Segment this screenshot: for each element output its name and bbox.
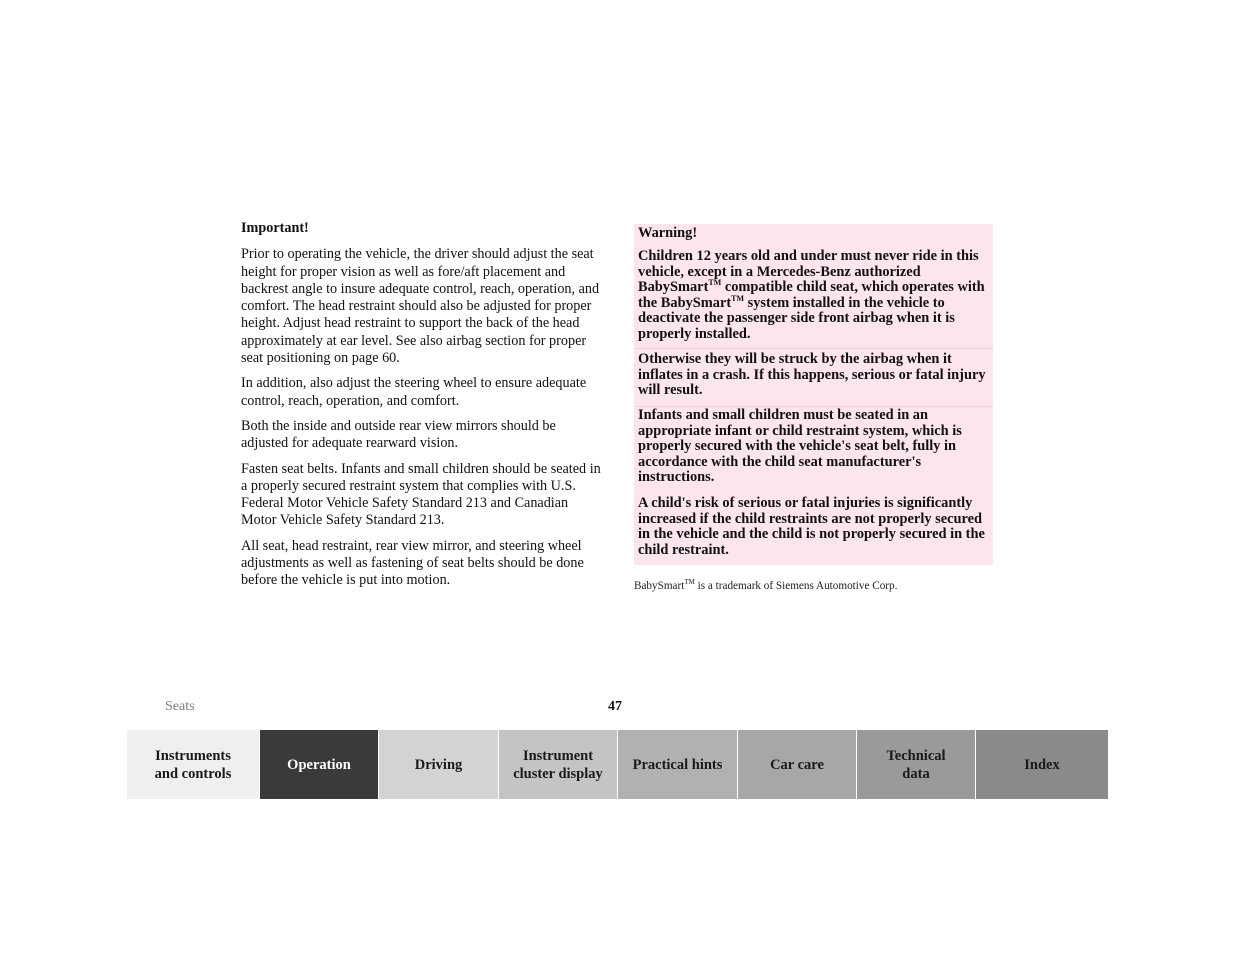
page-number: 47	[608, 699, 622, 714]
important-paragraph: All seat, head restraint, rear view mirror, and steering wheel adjustments as well as fastening of seat belts should be done before the vehicle is put into motion.	[241, 537, 584, 589]
warning-paragraph-babysmart	[638, 249, 990, 343]
section-label: Seats	[165, 699, 195, 714]
trademark-mark: TM	[731, 293, 745, 303]
nav-tab-driving[interactable]: Driving	[378, 730, 498, 799]
trademark-footnote	[634, 580, 897, 592]
important-heading: Important!	[241, 220, 309, 236]
warning-text: system installed in the vehicle to deactivate the passenger side front airbag when it is properly installed.	[638, 294, 955, 342]
important-paragraph: In addition, also adjust the steering wheel to ensure adequate control, reach, operation, and comfort.	[241, 375, 587, 409]
nav-tab-operation[interactable]: Operation	[259, 730, 378, 799]
important-paragraph: Fasten seat belts. Infants and small children should be seated in a properly secured restraint system that complies with U.S. Federal Motor Vehicle Safety Standard 213 and Canadian Motor Vehicle Safety Standard 213.	[241, 460, 601, 529]
warning-text: compatible child seat, which operates with the BabySmart	[638, 279, 985, 311]
footnote-text: is a trademark of Siemens Automotive Corp.	[694, 580, 898, 592]
warning-paragraph-airbag: Otherwise they will be struck by the airbag when it inflates in a crash. If this happens, serious or fatal injury will result.	[638, 351, 986, 399]
nav-tab-practical-hints[interactable]: Practical hints	[617, 730, 737, 799]
trademark-mark: TM	[708, 278, 722, 288]
warning-box	[634, 224, 993, 565]
warning-text: Children 12 years old and under must never ride in this vehicle, except in a Mercedes-Benz authorized BabySmart	[638, 248, 979, 296]
warning-paragraph-restraint: Infants and small children must be seated in an appropriate infant or child restraint system, which is properly secured with the vehicle's seat belt, fully in accordance with the child seat manufacturer's instructions.	[638, 407, 962, 486]
trademark-mark: TM	[684, 578, 695, 586]
warning-title: Warning!	[638, 225, 698, 241]
important-notes	[241, 220, 601, 598]
nav-tab-index[interactable]: Index	[975, 730, 1108, 799]
nav-tab-instrument-cluster-display[interactable]: Instrument cluster display	[498, 730, 617, 799]
nav-tab-instruments-and-controls[interactable]: Instruments and controls	[127, 730, 259, 799]
important-paragraph: Prior to operating the vehicle, the driver should adjust the seat height for proper vision as well as fore/aft placement and backrest angle to insure adequate control, reach, operation, and comfort. The head restraint should also be adjusted for proper height. Adjust head restraint to support the back of the head approximately at ear level. See also airbag section for proper seat positioning on page 60.	[241, 246, 600, 367]
important-paragraph: Both the inside and outside rear view mirrors should be adjusted for adequate rearward vision.	[241, 417, 556, 452]
nav-tab-technical-data[interactable]: Technical data	[856, 730, 975, 799]
warning-divider	[634, 348, 993, 349]
warning-paragraph-risk: A child's risk of serious or fatal injuries is significantly increased if the child restraints are not properly secured in the vehicle and the child is not properly secured in the child restraint.	[638, 495, 985, 558]
nav-tab-car-care[interactable]: Car care	[737, 730, 856, 799]
footnote-brand: BabySmart	[634, 580, 685, 592]
chapter-navigation	[127, 730, 1108, 799]
